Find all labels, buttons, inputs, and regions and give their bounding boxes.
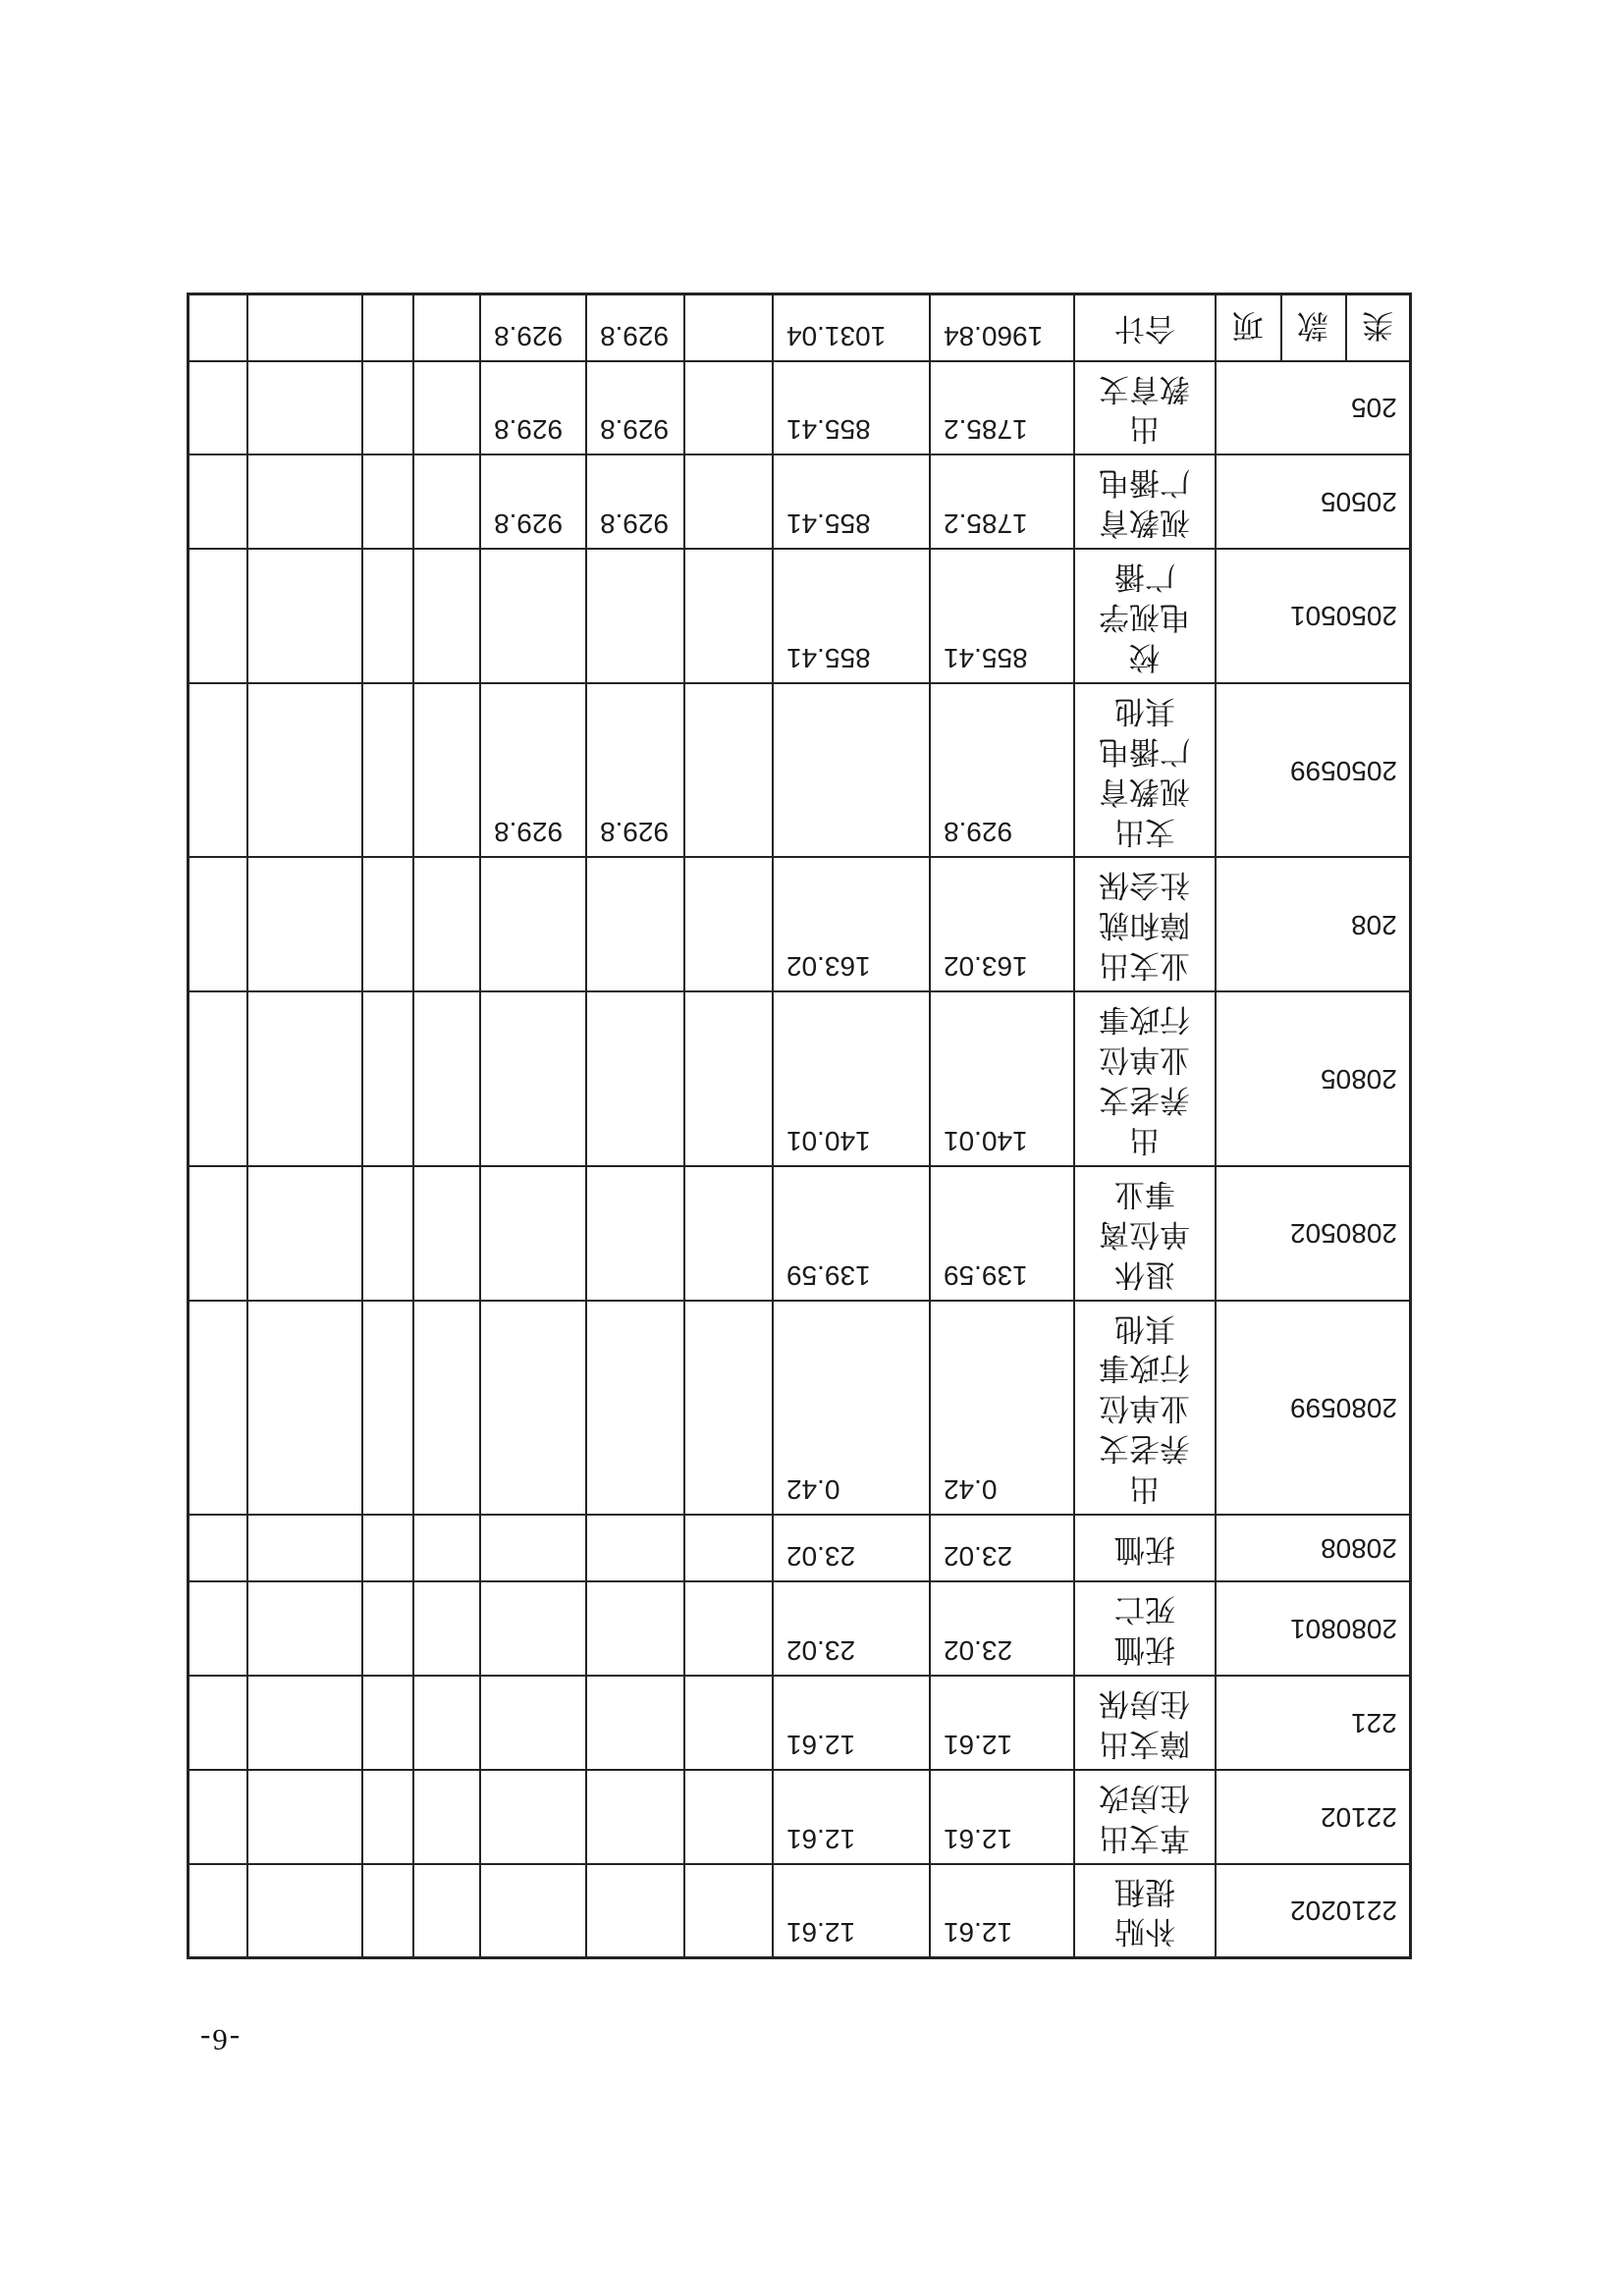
- value-cell: [684, 991, 773, 1166]
- subject-name-cell: 其他 广播电 视教育 支出: [1074, 683, 1216, 858]
- value-cell: [773, 683, 930, 858]
- value-cell: 855.41: [773, 454, 930, 549]
- subject-code-cell: 2050501: [1216, 549, 1411, 683]
- subject-code-cell: 2080502: [1216, 1166, 1411, 1301]
- empty-cell: [413, 1864, 480, 1958]
- empty-cell: [247, 1676, 362, 1770]
- table-row: [189, 361, 1411, 455]
- empty-cell: [362, 857, 413, 991]
- empty-cell: [362, 454, 413, 549]
- value-cell: 23.02: [773, 1581, 930, 1676]
- value-cell: 12.61: [773, 1676, 930, 1770]
- empty-cell: [362, 1770, 413, 1864]
- empty-cell: [189, 1301, 247, 1516]
- code-header-section: 款: [1281, 294, 1346, 361]
- value-cell: 929.8: [586, 294, 684, 361]
- value-cell: [684, 1515, 773, 1581]
- value-cell: [586, 1166, 684, 1301]
- empty-cell: [247, 683, 362, 858]
- empty-cell: [413, 294, 480, 361]
- table-row: [189, 1301, 1411, 1516]
- empty-cell: [362, 1864, 413, 1958]
- value-cell: [684, 454, 773, 549]
- subject-name-cell: 行政事 业单位 养老支 出: [1074, 991, 1216, 1166]
- value-cell: [586, 1515, 684, 1581]
- table-row: [189, 1166, 1411, 1301]
- subject-code-cell: 2050599: [1216, 683, 1411, 858]
- empty-cell: [247, 549, 362, 683]
- value-cell: 23.02: [930, 1515, 1074, 1581]
- subject-code-cell: 20805: [1216, 991, 1411, 1166]
- value-cell: [684, 361, 773, 455]
- empty-cell: [247, 1864, 362, 1958]
- empty-cell: [362, 1166, 413, 1301]
- value-cell: 1031.04: [773, 294, 930, 361]
- page-number-label: -6-: [198, 2023, 241, 2057]
- subject-code-cell: 2080599: [1216, 1301, 1411, 1516]
- empty-cell: [189, 857, 247, 991]
- value-cell: [480, 549, 586, 683]
- empty-cell: [247, 454, 362, 549]
- value-cell: 23.02: [930, 1581, 1074, 1676]
- budget-table: [187, 293, 1412, 1959]
- value-cell: 929.8: [480, 454, 586, 549]
- value-cell: 12.61: [930, 1770, 1074, 1864]
- empty-cell: [413, 454, 480, 549]
- table-row: [189, 294, 1411, 361]
- subject-name-cell: 合计: [1074, 294, 1216, 361]
- value-cell: 929.8: [480, 683, 586, 858]
- empty-cell: [362, 991, 413, 1166]
- table-row: [189, 683, 1411, 858]
- empty-cell: [413, 1515, 480, 1581]
- value-cell: [586, 1864, 684, 1958]
- empty-cell: [247, 294, 362, 361]
- table-row: [189, 1515, 1411, 1581]
- empty-cell: [362, 549, 413, 683]
- value-cell: [480, 991, 586, 1166]
- empty-cell: [413, 549, 480, 683]
- value-cell: [684, 1166, 773, 1301]
- value-cell: 0.42: [930, 1301, 1074, 1516]
- table-row: [189, 454, 1411, 549]
- budget-table-body: [189, 294, 1411, 1958]
- value-cell: 12.61: [773, 1770, 930, 1864]
- empty-cell: [247, 991, 362, 1166]
- value-cell: 23.02: [773, 1515, 930, 1581]
- empty-cell: [189, 991, 247, 1166]
- empty-cell: [362, 1301, 413, 1516]
- table-row: [189, 549, 1411, 683]
- empty-cell: [362, 1515, 413, 1581]
- value-cell: 140.01: [930, 991, 1074, 1166]
- table-row: [189, 1581, 1411, 1676]
- value-cell: [684, 683, 773, 858]
- subject-code-cell: 22102: [1216, 1770, 1411, 1864]
- subject-name-cell: 住房改 革支出: [1074, 1770, 1216, 1864]
- empty-cell: [413, 1301, 480, 1516]
- value-cell: 139.59: [773, 1166, 930, 1301]
- empty-cell: [189, 294, 247, 361]
- subject-code-cell: 205: [1216, 361, 1411, 455]
- empty-cell: [189, 1864, 247, 1958]
- value-cell: 855.41: [930, 549, 1074, 683]
- value-cell: [480, 1515, 586, 1581]
- value-cell: [480, 1581, 586, 1676]
- subject-code-cell: 2080801: [1216, 1581, 1411, 1676]
- empty-cell: [189, 1581, 247, 1676]
- value-cell: 12.61: [773, 1864, 930, 1958]
- value-cell: 0.42: [773, 1301, 930, 1516]
- empty-cell: [247, 1770, 362, 1864]
- subject-name-cell: 抚恤: [1074, 1515, 1216, 1581]
- code-header-category: 类: [1346, 294, 1411, 361]
- value-cell: 12.61: [930, 1864, 1074, 1958]
- value-cell: [586, 549, 684, 683]
- subject-name-cell: 其他 行政事 业单位 养老支 出: [1074, 1301, 1216, 1516]
- empty-cell: [362, 683, 413, 858]
- empty-cell: [362, 1581, 413, 1676]
- empty-cell: [189, 1166, 247, 1301]
- empty-cell: [247, 1581, 362, 1676]
- subject-name-cell: 教育支 出: [1074, 361, 1216, 455]
- empty-cell: [247, 857, 362, 991]
- subject-code-cell: 2210202: [1216, 1864, 1411, 1958]
- value-cell: 855.41: [773, 361, 930, 455]
- empty-cell: [413, 1166, 480, 1301]
- table-row: [189, 857, 1411, 991]
- empty-cell: [189, 683, 247, 858]
- code-header-item: 项: [1216, 294, 1281, 361]
- empty-cell: [413, 857, 480, 991]
- value-cell: 929.8: [586, 361, 684, 455]
- empty-cell: [189, 454, 247, 549]
- empty-cell: [247, 1515, 362, 1581]
- subject-name-cell: 住房保 障支出: [1074, 1676, 1216, 1770]
- value-cell: 1785.2: [930, 361, 1074, 455]
- empty-cell: [413, 991, 480, 1166]
- value-cell: [480, 1301, 586, 1516]
- value-cell: [480, 857, 586, 991]
- table-row: [189, 991, 1411, 1166]
- value-cell: 929.8: [480, 361, 586, 455]
- empty-cell: [413, 361, 480, 455]
- value-cell: [586, 991, 684, 1166]
- value-cell: 1785.2: [930, 454, 1074, 549]
- value-cell: [586, 857, 684, 991]
- subject-name-cell: 广播电 视教育: [1074, 454, 1216, 549]
- value-cell: 163.02: [930, 857, 1074, 991]
- subject-name-cell: 死亡 抚恤: [1074, 1581, 1216, 1676]
- empty-cell: [247, 1166, 362, 1301]
- value-cell: [586, 1581, 684, 1676]
- empty-cell: [189, 1515, 247, 1581]
- subject-code-cell: 208: [1216, 857, 1411, 991]
- value-cell: [684, 1770, 773, 1864]
- empty-cell: [247, 1301, 362, 1516]
- empty-cell: [413, 1676, 480, 1770]
- value-cell: 929.8: [586, 683, 684, 858]
- value-cell: 929.8: [930, 683, 1074, 858]
- empty-cell: [413, 1581, 480, 1676]
- value-cell: [586, 1770, 684, 1864]
- value-cell: [684, 1581, 773, 1676]
- empty-cell: [189, 1676, 247, 1770]
- value-cell: 929.8: [480, 294, 586, 361]
- value-cell: [684, 549, 773, 683]
- value-cell: 1960.84: [930, 294, 1074, 361]
- subject-name-cell: 事业 单位离 退休: [1074, 1166, 1216, 1301]
- value-cell: [586, 1301, 684, 1516]
- value-cell: 929.8: [586, 454, 684, 549]
- subject-code-cell: 20808: [1216, 1515, 1411, 1581]
- table-row: [189, 1864, 1411, 1958]
- empty-cell: [413, 683, 480, 858]
- value-cell: [480, 1770, 586, 1864]
- page-number: [198, 2022, 240, 2057]
- empty-cell: [247, 361, 362, 455]
- subject-name-cell: 广播 电视学 校: [1074, 549, 1216, 683]
- value-cell: 140.01: [773, 991, 930, 1166]
- table-row: [189, 1770, 1411, 1864]
- subject-name-cell: 提租 补贴: [1074, 1864, 1216, 1958]
- value-cell: [586, 1676, 684, 1770]
- empty-cell: [362, 294, 413, 361]
- empty-cell: [189, 1770, 247, 1864]
- value-cell: [480, 1166, 586, 1301]
- subject-code-cell: 20505: [1216, 454, 1411, 549]
- value-cell: [480, 1676, 586, 1770]
- value-cell: [480, 1864, 586, 1958]
- table-row: [189, 1676, 1411, 1770]
- value-cell: 855.41: [773, 549, 930, 683]
- value-cell: [684, 857, 773, 991]
- value-cell: 139.59: [930, 1166, 1074, 1301]
- value-cell: 163.02: [773, 857, 930, 991]
- empty-cell: [189, 361, 247, 455]
- empty-cell: [413, 1770, 480, 1864]
- empty-cell: [362, 361, 413, 455]
- value-cell: [684, 1676, 773, 1770]
- value-cell: [684, 1864, 773, 1958]
- empty-cell: [362, 1676, 413, 1770]
- subject-name-cell: 社会保 障和就 业支出: [1074, 857, 1216, 991]
- value-cell: 12.61: [930, 1676, 1074, 1770]
- value-cell: [684, 1301, 773, 1516]
- empty-cell: [189, 549, 247, 683]
- value-cell: [684, 294, 773, 361]
- subject-code-cell: 221: [1216, 1676, 1411, 1770]
